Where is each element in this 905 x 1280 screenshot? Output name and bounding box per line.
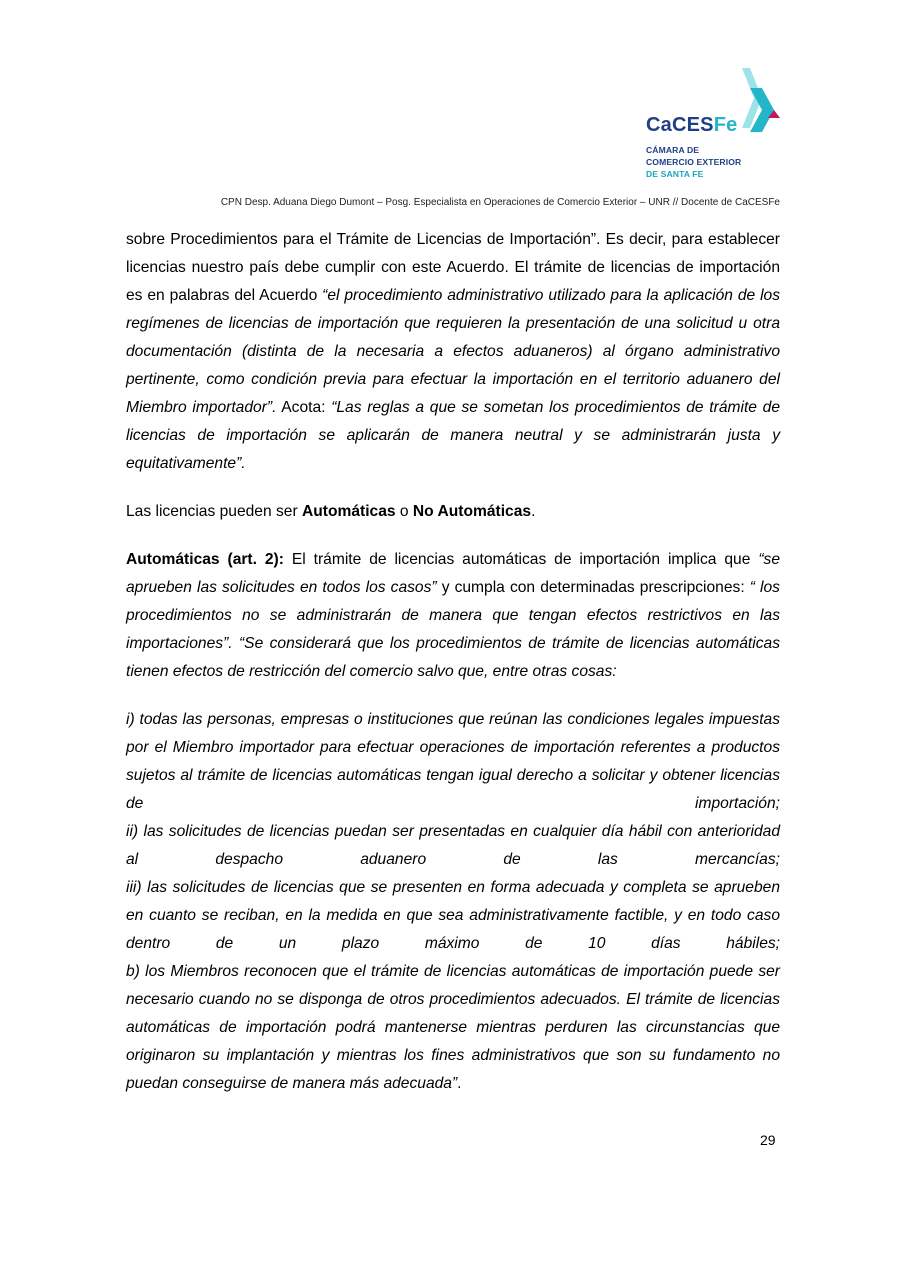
p2-no-automaticas: No Automáticas — [412, 503, 532, 520]
chevron-logo-icon — [740, 68, 784, 138]
p2-automaticas: Automáticas — [301, 503, 396, 520]
cacesfe-logo — [646, 68, 786, 188]
list-item-ii: ii) las solicitudes de licencias puedan ser presentadas en cualquier día hábil con anterioridad al despacho aduanero de las mercancías; — [126, 823, 780, 868]
p2-text-a: Las licencias pueden ser — [126, 503, 302, 520]
logo-subtitle-2: COMERCIO EXTERIOR — [646, 157, 742, 167]
paragraph-tipos-licencias — [126, 498, 780, 526]
p1-quote-reglas: “Las reglas a que se sometan los procedimientos de trámite de licencias de importación se aplicarán de manera neutral y se administrarán justa y equitativamente”. — [126, 399, 781, 472]
p2-text-e: . — [531, 503, 536, 520]
list-item-b-end: . — [457, 1075, 462, 1092]
p1-text-a: sobre Procedimientos para el Trámite de Licencias de Importación”. Es decir, para establecer licencias nuestro país debe cumplir con este Acuerdo. El trámite de licencias de importación es en palabras del Acuerdo — [126, 231, 780, 304]
p3-text-d: y cumpla con determinadas prescripciones: — [436, 579, 750, 596]
document-body — [126, 226, 780, 1098]
list-item-i: i) todas las personas, empresas o instituciones que reúnan las condiciones legales impuestas por el Miembro importador para efectuar operaciones de importación referentes a productos sujetos al trámite de licencias automáticas tengan igual derecho a solicitar y obtener licencias de importación; — [126, 711, 780, 812]
p3-quote-c: “se aprueben las solicitudes en todos los casos” — [126, 551, 780, 596]
author-line: CPN Desp. Aduana Diego Dumont – Posg. Especialista en Operaciones de Comercio Exterior – UNR // Docente de CaCESFe — [220, 197, 780, 208]
p3-text-b: El trámite de licencias automáticas de importación implica que — [283, 551, 759, 568]
list-item-iii: iii) las solicitudes de licencias que se presenten en forma adecuada y completa se aprueben en cuanto se reciban, en la medida en que sea administrativamente factible, y en todo caso dentro de un plazo máximo de 10 días hábiles; — [126, 879, 780, 952]
p3-quote-e: “ los procedimientos no se administrarán de manera que tengan efectos restrictivos en las importaciones”. “Se considerará que los procedimientos de trámite de licencias automáticas tienen efectos de restricción del comercio salvo que, entre otras cosas: — [126, 579, 780, 680]
list-conditions — [126, 706, 780, 1098]
p1-quote-definition: “el procedimiento administrativo utilizado para la aplicación de los regímenes de licencias de importación que requieren la presentación de una solicitud u otra documentación (distinta de la necesaria a efectos aduaneros) al órgano administrativo pertinente, como condición previa para efectuar la importación en el territorio aduanero del Miembro importador”. — [126, 287, 780, 416]
page-number: 29 — [760, 1132, 776, 1148]
p1-text-c: Acota: — [276, 399, 332, 416]
paragraph-acuerdo — [126, 226, 780, 478]
logo-subtitle-1: CÁMARA DE — [646, 145, 700, 155]
list-item-b — [126, 958, 780, 1098]
list-item-b-text: b) los Miembros reconocen que el trámite de licencias automáticas de importación puede ser necesario cuando no se disponga de otros procedimientos adecuados. El trámite de licencias automáticas de importación podrá mantenerse mientras perduren las circunstancias que originaron su implantación y mientras los fines administrativos que son su fundamento no puedan conseguirse de manera más adecuada” — [126, 963, 780, 1092]
p3-heading: Automáticas (art. 2): — [126, 551, 284, 568]
logo-subtitle-3: DE SANTA FE — [646, 169, 704, 179]
logo-wordmark: CaCESFe — [646, 114, 738, 136]
p2-text-c: o — [395, 503, 413, 520]
paragraph-automaticas — [126, 546, 780, 686]
